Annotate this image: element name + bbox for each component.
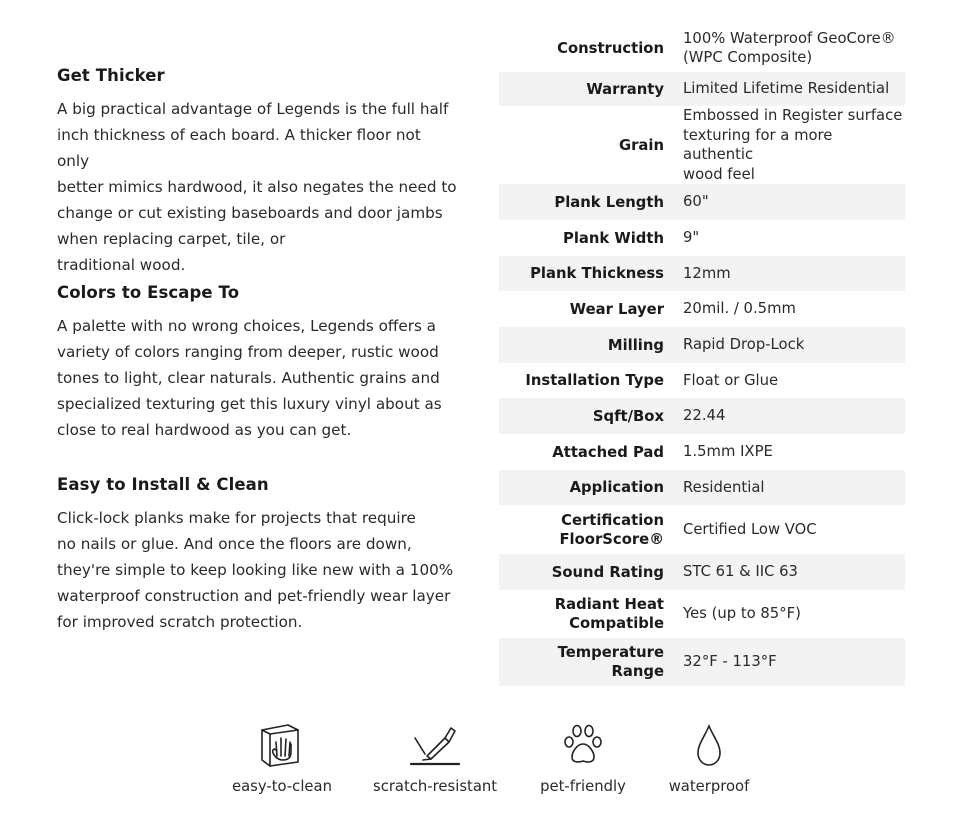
spec-value: 9" bbox=[683, 229, 700, 247]
spec-label: Milling bbox=[499, 327, 673, 363]
hand-wipe-icon bbox=[258, 722, 302, 768]
spec-value: STC 61 & IIC 63 bbox=[673, 554, 905, 590]
spec-value: 32°F - 113°F bbox=[673, 638, 905, 686]
spec-value: 60" bbox=[673, 184, 905, 220]
spec-value: 22.44 bbox=[673, 398, 905, 434]
knife-scratch-icon bbox=[409, 722, 461, 768]
section-heading: Get Thicker bbox=[57, 66, 165, 85]
feature-waterproof bbox=[666, 722, 752, 795]
section-body: A big practical advantage of Legends is the full half inch thickness of each board. A thicker floor not only better mimics hardwood, it also negates the need to change or cut existing baseboards and door jambs when replacing carpet, tile, or traditional wood. bbox=[57, 100, 457, 274]
spec-label: Plank Thickness bbox=[499, 256, 673, 291]
spec-row bbox=[499, 256, 905, 291]
spec-row bbox=[499, 72, 905, 106]
spec-label: Sqft/Box bbox=[499, 398, 673, 434]
spec-value: 1.5mm IXPE bbox=[683, 443, 773, 461]
spec-row bbox=[499, 590, 905, 638]
spec-label: Application bbox=[499, 470, 673, 505]
spec-row bbox=[499, 363, 905, 398]
spec-label: Installation Type bbox=[525, 372, 664, 389]
spec-row bbox=[499, 106, 905, 184]
section-get-thicker bbox=[57, 66, 457, 278]
spec-value: Yes (up to 85°F) bbox=[683, 605, 801, 623]
specifications-table bbox=[499, 24, 905, 686]
spec-value: Residential bbox=[673, 470, 905, 505]
spec-label: Attached Pad bbox=[552, 443, 664, 461]
spec-value: Limited Lifetime Residential bbox=[673, 72, 905, 106]
feature-pet-friendly bbox=[538, 722, 628, 795]
spec-value: Rapid Drop-Lock bbox=[673, 327, 905, 363]
spec-value: 12mm bbox=[673, 256, 905, 291]
spec-value: 100% Waterproof GeoCore® (WPC Composite) bbox=[683, 29, 896, 66]
spec-value: Float or Glue bbox=[683, 371, 779, 389]
section-install-clean bbox=[57, 475, 453, 635]
spec-row bbox=[499, 327, 905, 363]
spec-label: Plank Width bbox=[562, 229, 664, 247]
spec-value: 20mil. / 0.5mm bbox=[683, 300, 796, 318]
spec-label: Wear Layer bbox=[569, 300, 664, 318]
spec-value: Embossed in Register surface texturing for a more authentic wood feel bbox=[683, 107, 903, 183]
spec-label: Construction bbox=[557, 39, 664, 57]
spec-value: Certified Low VOC bbox=[683, 520, 817, 538]
spec-row bbox=[499, 291, 905, 327]
water-drop-icon bbox=[694, 722, 724, 768]
spec-row bbox=[499, 398, 905, 434]
spec-row bbox=[499, 638, 905, 686]
spec-row bbox=[499, 554, 905, 590]
spec-label: Grain bbox=[618, 136, 664, 154]
feature-label: scratch-resistant bbox=[373, 778, 498, 795]
spec-label: Sound Rating bbox=[499, 554, 673, 590]
section-colors bbox=[57, 283, 442, 443]
feature-scratch-resistant bbox=[373, 722, 497, 795]
section-body: Click-lock planks make for projects that require no nails or glue. And once the floors are down, they're simple to keep looking like new with a 100% waterproof construction and pet-friendly wear layer for improved scratch protection. bbox=[57, 509, 454, 631]
spec-label: Plank Length bbox=[499, 184, 673, 220]
feature-label: easy-to-clean bbox=[232, 778, 332, 795]
spec-row bbox=[499, 434, 905, 470]
feature-icons bbox=[0, 722, 974, 812]
feature-label: waterproof bbox=[668, 778, 750, 795]
spec-row bbox=[499, 470, 905, 505]
feature-easy-to-clean bbox=[232, 722, 332, 795]
feature-label: pet-friendly bbox=[540, 778, 626, 795]
spec-label: Temperature Range bbox=[499, 638, 673, 686]
spec-label: Certification FloorScore® bbox=[559, 511, 664, 548]
spec-label: Radiant Heat Compatible bbox=[554, 596, 664, 632]
section-body: A palette with no wrong choices, Legends offers a variety of colors ranging from deeper, rustic wood tones to light, clear naturals. Authentic grains and specialized texturing get this luxury vinyl about as close to real hardwood as you can get. bbox=[57, 317, 442, 439]
spec-row bbox=[499, 24, 905, 72]
spec-row bbox=[499, 220, 905, 256]
paw-print-icon bbox=[560, 722, 606, 768]
spec-row bbox=[499, 505, 905, 554]
section-heading: Easy to Install & Clean bbox=[57, 475, 269, 494]
section-heading: Colors to Escape To bbox=[57, 283, 240, 302]
spec-label: Warranty bbox=[499, 72, 673, 106]
spec-row bbox=[499, 184, 905, 220]
